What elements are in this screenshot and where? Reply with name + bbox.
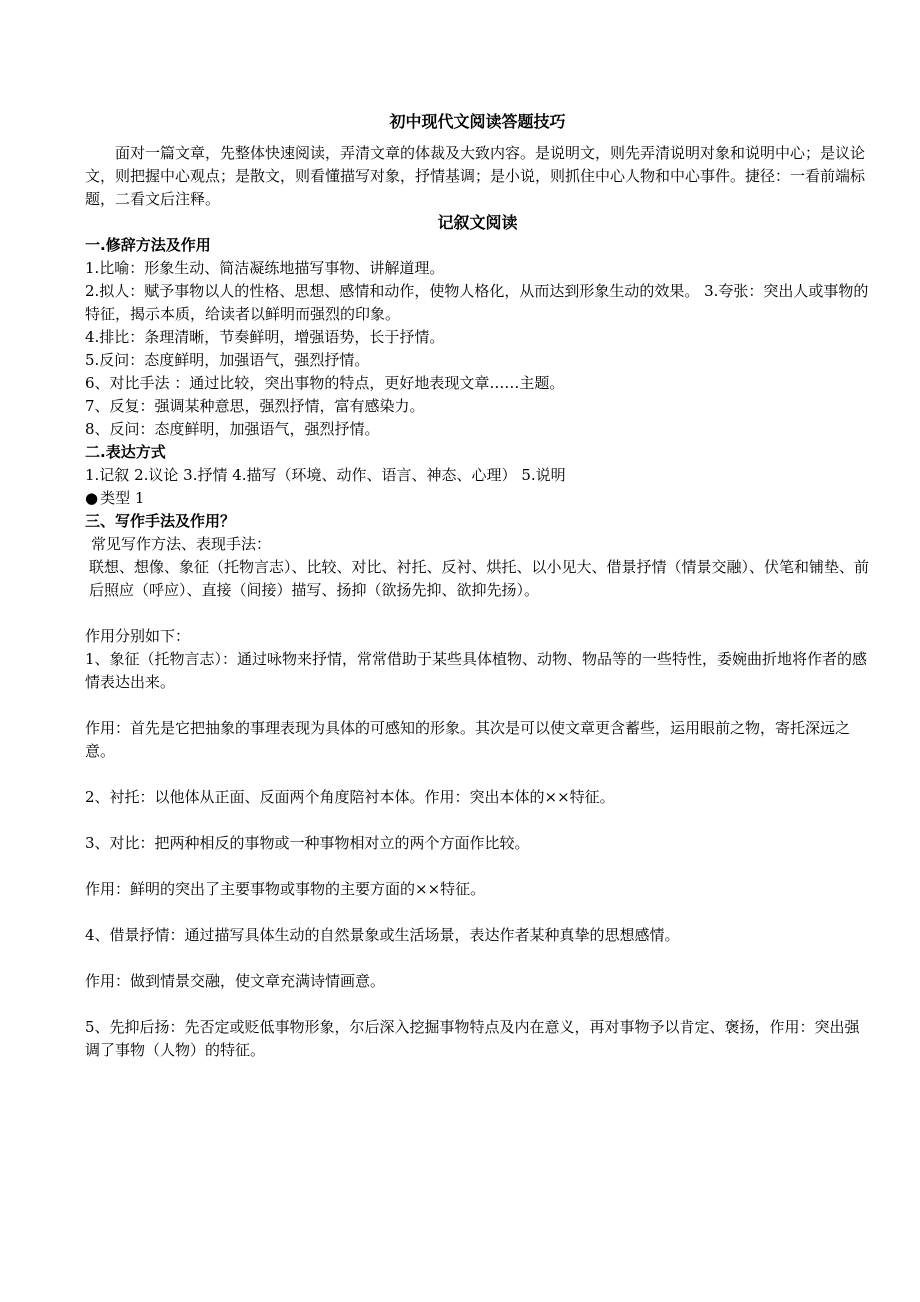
rhetoric-item: 5.反问：态度鲜明，加强语气，强烈抒情。 xyxy=(85,351,370,369)
blank-line xyxy=(85,947,870,970)
rhetoric-item: 2.拟人：赋予事物以人的性格、思想、感情和动作，使物人格化，从而达到形象生动的效果。 3.夸张：突出人或事物的特征，揭示本质，给读者以鲜明而强烈的印象。 xyxy=(85,282,869,323)
effect-paragraph: 5、先抑后扬：先否定或贬低事物形象，尔后深入挖掘事物特点及内在意义，再对事物予以肯定、褒扬，作用：突出强调了事物（人物）的特征。 xyxy=(85,1018,860,1059)
effect-paragraph: 4、借景抒情：通过描写具体生动的自然景象或生活场景，表达作者某种真挚的思想感情。 xyxy=(85,926,680,944)
bullet-icon: ● xyxy=(85,489,99,507)
blank-line xyxy=(85,602,870,625)
rhetoric-item: 6、对比手法 ：通过比较，突出事物的特点，更好地表现文章……主题。 xyxy=(85,374,565,392)
section-rhetoric-heading: 一.修辞方法及作用 xyxy=(85,236,211,254)
blank-line xyxy=(85,855,870,878)
rhetoric-item: 4.排比：条理清晰，节奏鲜明，增强语势，长于抒情。 xyxy=(85,328,445,346)
effect-paragraph: 作用：鲜明的突出了主要事物或事物的主要方面的××特征。 xyxy=(85,880,486,898)
type-bullet-line xyxy=(85,487,870,510)
effect-paragraph: 3、对比：把两种相反的事物或一种事物相对立的两个方面作比较。 xyxy=(85,834,530,852)
rhetoric-item: 8、反问：态度鲜明，加强语气，强烈抒情。 xyxy=(85,420,380,438)
rhetoric-item: 1.比喻：形象生动、简洁凝练地描写事物、讲解道理。 xyxy=(85,259,445,277)
common-methods-label: 常见写作方法、表现手法： xyxy=(91,535,272,553)
expression-modes-line: 1.记叙 2.议论 3.抒情 4.描写（环境、动作、语言、神态、心理） 5.说明 xyxy=(85,466,566,484)
rhetoric-item: 7、反复：强调某种意思，强烈抒情，富有感染力。 xyxy=(85,397,425,415)
effect-paragraph: 作用：首先是它把抽象的事理表现为具体的可感知的形象。其次是可以使文章更含蓄些，运用眼前之物，寄托深远之意。 xyxy=(85,719,851,760)
blank-line xyxy=(85,694,870,717)
blank-line xyxy=(85,993,870,1016)
section-expression-heading: 二.表达方式 xyxy=(85,443,166,461)
bullet-text: 类型 1 xyxy=(100,489,145,507)
blank-line xyxy=(85,901,870,924)
document-page xyxy=(85,110,870,1062)
document-title: 初中现代文阅读答题技巧 xyxy=(389,112,566,131)
effect-paragraph: 作用：做到情景交融，使文章充满诗情画意。 xyxy=(85,972,386,990)
effect-paragraph: 1、象征（托物言志）：通过咏物来抒情，常常借助于某些具体植物、动物、物品等的一些特性，委婉曲折地将作者的感情表达出来。 xyxy=(85,650,868,691)
methods-list: 联想、想像、象征（托物言志）、比较、对比、衬托、反衬、烘托、以小见大、借景抒情（情景交融）、伏笔和铺垫、前后照应（呼应）、直接（间接）描写、扬抑（欲扬先抑、欲抑先扬）。 xyxy=(89,558,870,599)
intro-paragraph: 面对一篇文章，先整体快速阅读，弄清文章的体裁及大致内容。是说明文，则先弄清说明对象和说明中心；是议论文，则把握中心观点；是散文，则看懂描写对象，抒情基调；是小说，则抓住中心人物和中心事件。捷径：一看前端标题，二看文后注释。 xyxy=(85,144,866,208)
blank-line xyxy=(85,809,870,832)
section-writing-heading: 三、写作手法及作用？ xyxy=(85,512,236,530)
effect-paragraph: 2、衬托：以他体从正面、反面两个角度陪衬本体。作用：突出本体的××特征。 xyxy=(85,788,615,806)
narrative-reading-subtitle: 记叙文阅读 xyxy=(437,213,518,232)
blank-line xyxy=(85,763,870,786)
effects-label: 作用分别如下： xyxy=(85,627,191,645)
